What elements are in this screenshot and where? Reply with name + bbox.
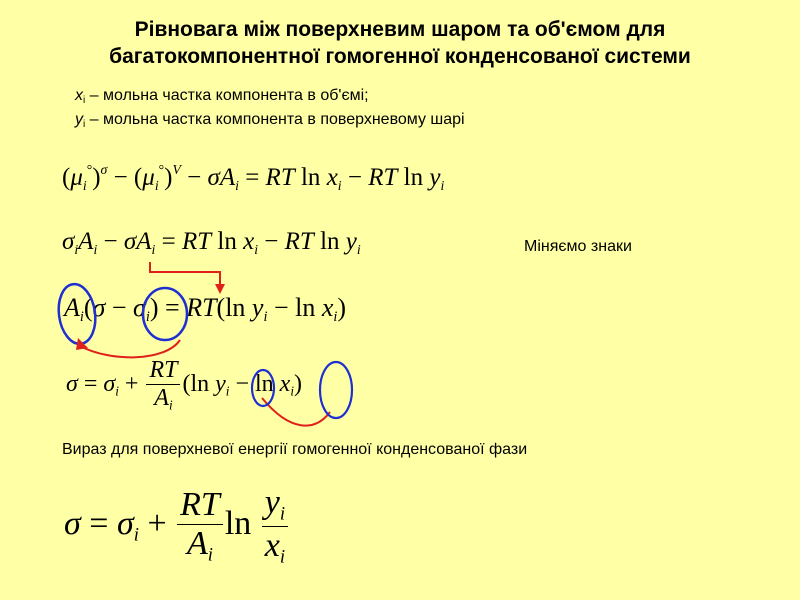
equation-4: $\sigma = \sigma_i$ + $\frac{RT}{A_i}$ (ln $y_i - \ln x_i$)	[66, 357, 302, 413]
definition-x-text: – мольна частка компонента в об'ємі;	[85, 87, 369, 104]
red-bracket-arrow	[150, 262, 220, 286]
blue-circle-sigma-i	[143, 288, 187, 340]
x-subscript: i	[83, 95, 86, 106]
y-subscript: i	[83, 119, 86, 130]
title-line-2: багатокомпонентної гомогенної конденсованої системи	[109, 45, 691, 68]
definition-y-text: – мольна частка компонента в поверхневому шарі	[85, 111, 465, 128]
blue-circle-ai	[55, 282, 99, 346]
title-line-1: Рівновага між поверхневим шаром та об'ємом для	[134, 18, 666, 41]
red-arrowhead-1	[215, 284, 225, 294]
red-curve-under	[262, 398, 330, 426]
note-expression: Вираз для поверхневої енергії гомогенної конденсованої фази	[62, 441, 528, 458]
fraction-rt-over-ai: $\frac{RT}{A_i}$	[146, 357, 180, 414]
red-arrowhead-2	[76, 338, 88, 350]
red-curved-arrow	[80, 340, 180, 357]
equation-1: $(\mu_i^\circ)^\sigma - (\mu_i^\circ)^V - \sigma A_i$ = RT $\ln x_i$ − RT $\ln y_i$	[62, 162, 445, 193]
blue-circle-x	[320, 362, 352, 418]
y-symbol: y	[75, 111, 83, 128]
fraction-rt-over-ai-final: $\frac{RT}{A_i}$	[177, 486, 223, 567]
x-symbol: x	[75, 87, 83, 104]
equation-3: $A_i(\sigma - \sigma_i) = RT(\ln$ $y_i - \ln x_i$)	[64, 293, 347, 325]
note-change-signs: Міняємо знаки	[524, 238, 632, 255]
fraction-y-over-x: $\frac{y_i}{x_i}$	[262, 484, 288, 568]
equation-final: $\sigma = \sigma_i$ + $\frac{RT}{A_i}$ ln $\frac{y_i}{x_i}$	[64, 484, 290, 568]
equation-2: $\sigma_iA_i - \sigma A_i$ = RT $\ln x_i$ − RT $\ln y_i$	[62, 228, 361, 257]
